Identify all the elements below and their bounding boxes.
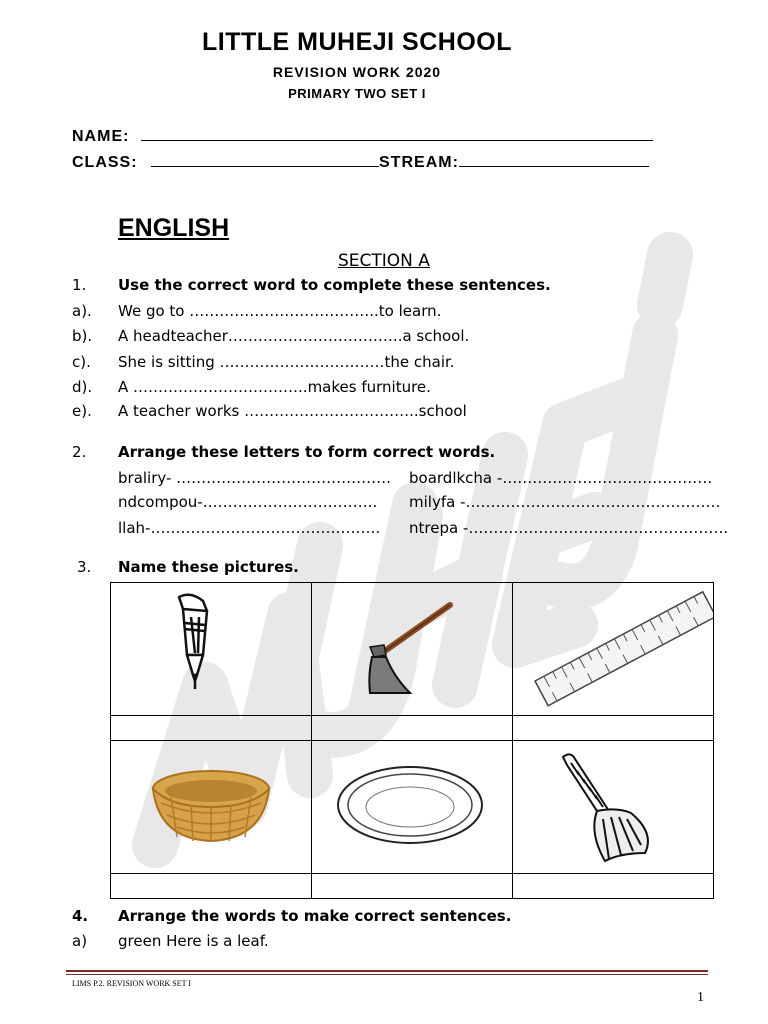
section-heading: SECTION A <box>338 251 430 271</box>
q1-item-text: We go to ………………………………..to learn. <box>118 302 442 320</box>
picture-cell <box>312 583 513 716</box>
pencil-icon <box>111 583 311 711</box>
footer-text: LIMS P.2. REVISION WORK SET I <box>72 979 192 988</box>
q4-item-label: a) <box>72 932 88 950</box>
q1-item-text: A headteacher……………………………..a school. <box>118 327 470 345</box>
ruler-icon <box>513 583 713 711</box>
q1-item-label: d). <box>72 378 93 396</box>
answer-cell[interactable] <box>312 874 513 899</box>
answer-cell[interactable] <box>513 716 714 741</box>
q1-item-text: A teacher works ……………………………..school <box>118 402 467 420</box>
page-number: 1 <box>697 990 704 1005</box>
q2-word-left: braliry- ……………………………………. <box>118 469 391 487</box>
picture-cell <box>312 741 513 874</box>
q2-instruction: Arrange these letters to form correct words. <box>118 443 496 461</box>
stream-line[interactable] <box>459 152 649 167</box>
picture-cell <box>513 583 714 716</box>
q4-number: 4. <box>72 907 89 925</box>
pictures-table <box>110 582 714 899</box>
q1-item-text: A ……………………………..makes furniture. <box>118 378 431 396</box>
q3-number: 3. <box>77 558 92 576</box>
footer-rule <box>66 970 708 972</box>
answer-cell[interactable] <box>111 874 312 899</box>
name-label: NAME: <box>72 128 130 145</box>
class-line[interactable] <box>151 152 379 167</box>
picture-cell <box>111 741 312 874</box>
q2-number: 2. <box>72 443 87 461</box>
q1-instruction: Use the correct word to complete these sentences. <box>118 276 551 294</box>
name-line[interactable] <box>141 126 653 141</box>
q3-instruction: Name these pictures. <box>118 558 299 576</box>
q2-word-right: ntrepa -……………………………………………. <box>409 519 729 537</box>
q2-word-left: ndcompou-…………………………….. <box>118 493 378 511</box>
set-title: PRIMARY TWO SET I <box>288 86 426 101</box>
q2-word-left: llah-………………………………………. <box>118 519 381 537</box>
stream-label: STREAM: <box>379 154 459 171</box>
answer-cell[interactable] <box>111 716 312 741</box>
name-row <box>72 126 653 146</box>
q1-number: 1. <box>72 276 87 294</box>
footer-rule <box>66 974 708 975</box>
revision-title: REVISION WORK 2020 <box>272 64 442 80</box>
duster-icon <box>513 741 713 869</box>
school-title: LITTLE MUHEJI SCHOOL <box>202 28 512 56</box>
hoe-icon <box>312 583 512 711</box>
picture-cell <box>111 583 312 716</box>
q1-item-label: e). <box>72 402 92 420</box>
q1-item-text: She is sitting ……………………………the chair. <box>118 353 455 371</box>
subject-heading: ENGLISH <box>118 214 230 242</box>
class-label: CLASS: <box>72 154 138 171</box>
q1-item-label: c). <box>72 353 91 371</box>
q2-word-right: milyfa -…………………………………………… <box>409 493 721 511</box>
q4-item-text: green Here is a leaf. <box>118 932 269 950</box>
q1-item-label: a). <box>72 302 92 320</box>
answer-cell[interactable] <box>312 716 513 741</box>
basket-icon <box>111 741 311 869</box>
plate-icon <box>312 741 512 869</box>
q2-word-right: boardlkcha -…………………………………… <box>409 469 713 487</box>
q1-item-label: b). <box>72 327 93 345</box>
q4-instruction: Arrange the words to make correct sentences. <box>118 907 512 925</box>
class-row <box>72 152 649 172</box>
picture-cell <box>513 741 714 874</box>
answer-cell[interactable] <box>513 874 714 899</box>
